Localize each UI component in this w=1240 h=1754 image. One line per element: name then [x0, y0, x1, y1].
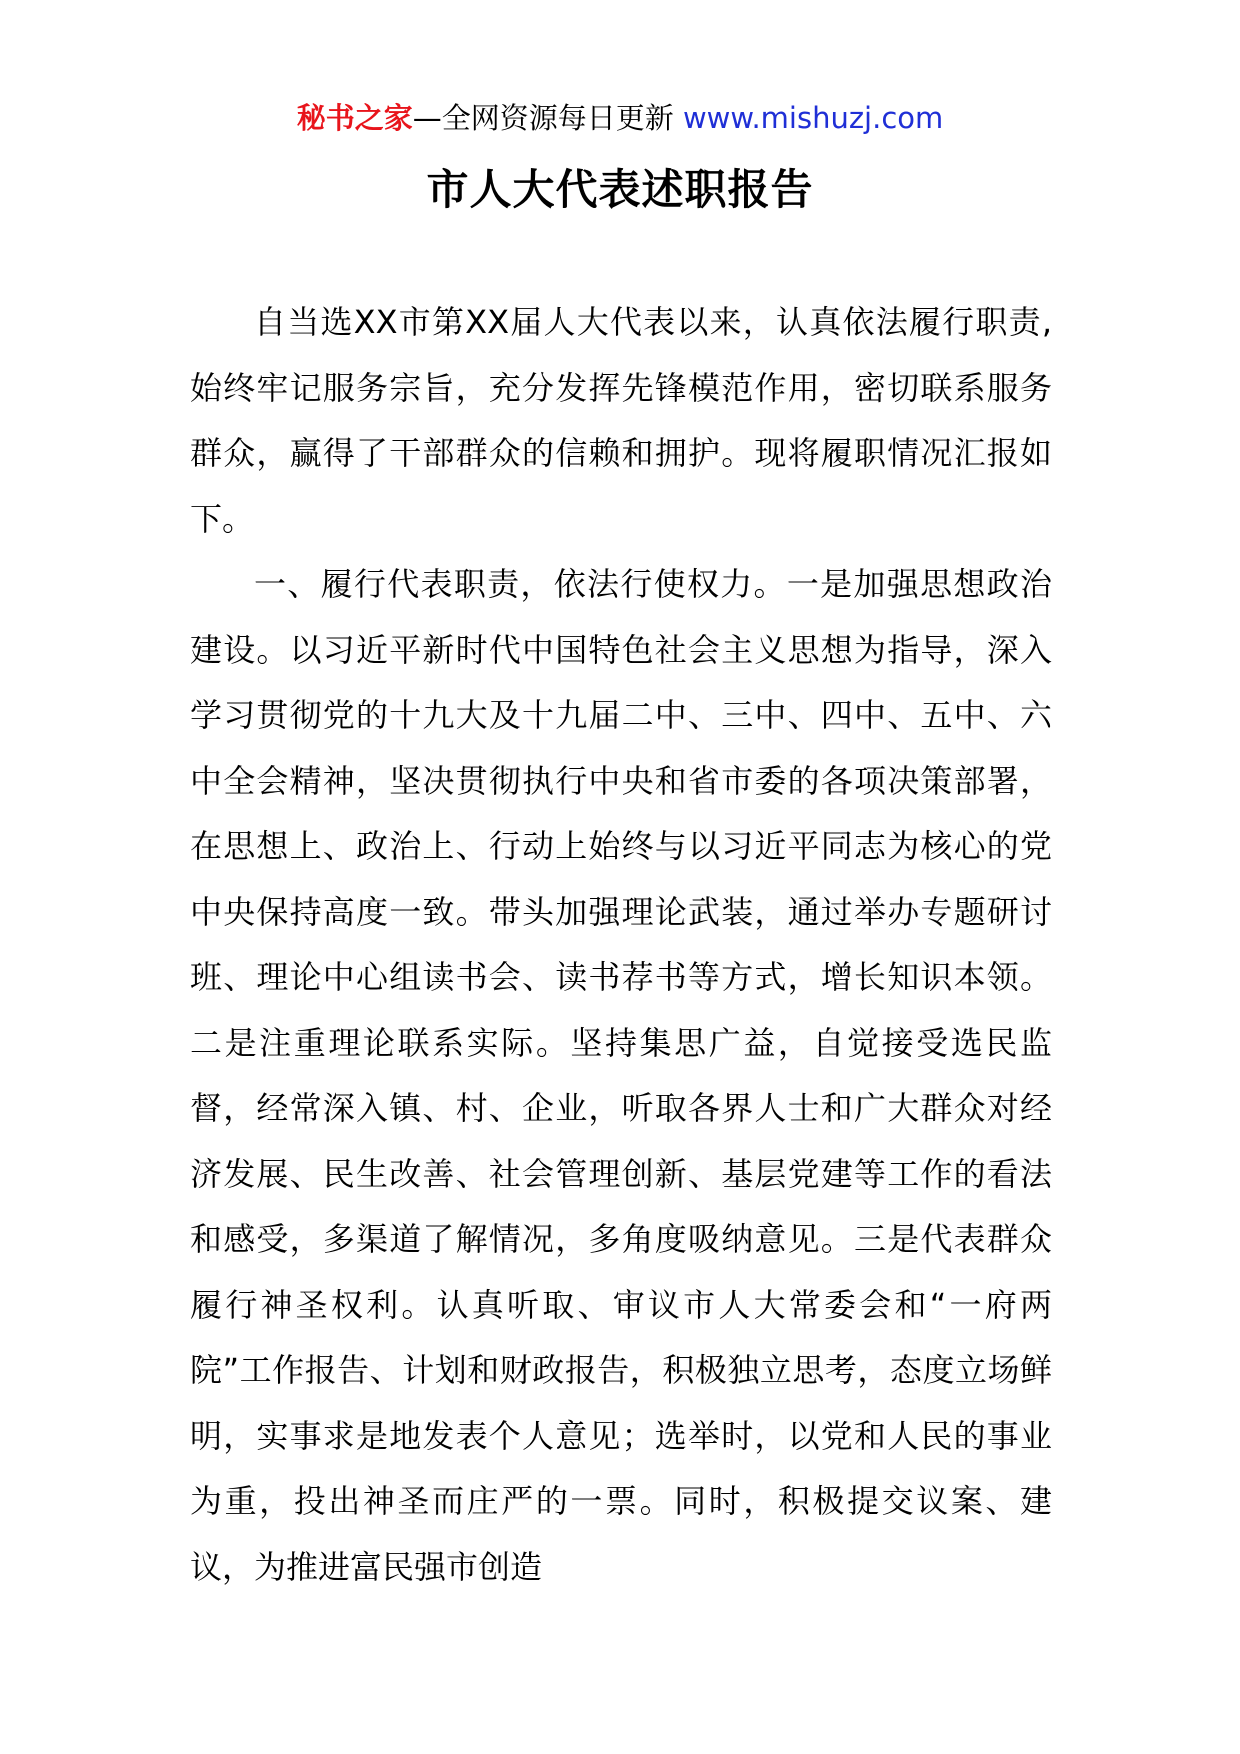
document-body — [190, 290, 1052, 1600]
paragraph-section-one: 一、履行代表职责，依法行使权力。一是加强思想政治建设。以习近平新时代中国特色社会主义思想为指导，深入学习贯彻党的十九大及十九届二中、三中、四中、五中、六中全会精神，坚决贯彻执行中央和省市委的各项决策部署，在思想上、政治上、行动上始终与以习近平同志为核心的党中央保持高度一致。带头加强理论武装，通过举办专题研讨班、理论中心组读书会、读书荐书等方式，增长知识本领。二是注重理论联系实际。坚持集思广益，自觉接受选民监督，经常深入镇、村、企业，听取各界人士和广大群众对经济发展、民生改善、社会管理创新、基层党建等工作的看法和感受，多渠道了解情况，多角度吸纳意见。三是代表群众履行神圣权利。认真听取、审议市人大常委会和“一府两院”工作报告、计划和财政报告，积极独立思考，态度立场鲜明，实事求是地发表个人意见；选举时，以党和人民的事业为重，投出神圣而庄严的一票。同时，积极提交议案、建议，为推进富民强市创造 — [190, 565, 1052, 1586]
brand-name: 秘书之家 — [296, 101, 413, 135]
paragraph-intro: 自当选XX市第XX届人大代表以来，认真依法履行职责,始终牢记服务宗旨，充分发挥先锋模范作用，密切联系服务群众，赢得了干部群众的信赖和拥护。现将履职情况汇报如下。 — [190, 303, 1052, 538]
brand-slogan: —全网资源每日更新 — [412, 101, 674, 135]
site-url-link[interactable]: www.mishuzj.com — [682, 101, 944, 135]
document-title: 市人大代表述职报告 — [426, 165, 814, 214]
watermark-header — [0, 98, 1240, 138]
